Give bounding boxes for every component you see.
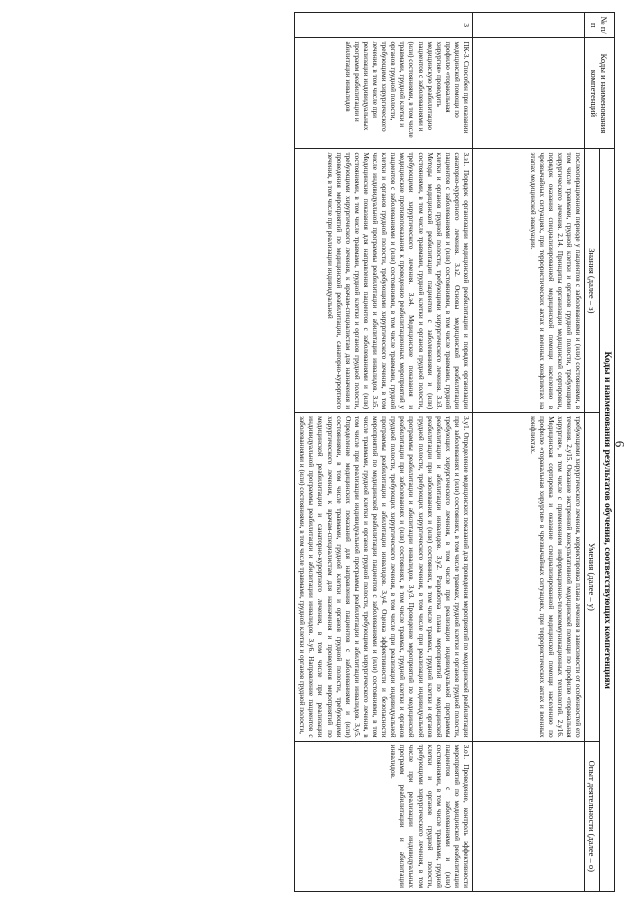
competence-table xyxy=(294,12,615,892)
cell-skills: 3.у1. Определение медицинских показаний для проведения мероприятий по медицинской реабилитации при заболеваниях и (или) состояниях, в том числе травмах, грудной клетки и органов грудной полости, требующих хирургического лечения, в том числе при реализации индивидуальной программы реабилитации и абилитации инвалидов. 3.у2. Разработка плана мероприятий по медицинской реабилитации при заболеваниях и (или) состояниях, в том числе травмах, грудной клетки и органов грудной полости, требующих хирургического лечения, в том числе при реализации индивидуальной программы реабилитации и абилитации инвалидов. 3.у3. Проведение мероприятий по медицинской реабилитации при заболеваниях и (или) состояниях, в том числе травмах, грудной клетки и органов грудной полости, требующих хирургического лечения, в том числе при реализации индивидуальной программы реабилитации и абилитации инвалидов. 3.у4. Оценка эффективности и безопасности мероприятий по медицинской реабилитации пациентов с заболеваниями и (или) состояниями, в том числе травмами, грудной клетки и органов грудной полости, требующими хирургического лечения, в том числе при реализации индивидуальной программы реабилитации и абилитации инвалидов. 3.у5. Определение медицинских показаний для направления пациентов с заболеваниями и (или) состояниями, в том числе травмами, грудной клетки и органов грудной полости, требующими хирургического лечения, к врачам-специалистам для назначения и проведения мероприятий по медицинской реабилитации и санаторно-курортного лечения, в том числе при реализации индивидуальной программы реабилитации и абилитации инвалидов. 3.у6. Направление пациентов с заболеваниями и (или) состояниями, в том числе травмами, грудной клетки и органов грудной полости, xyxy=(295,413,473,741)
header-knowledge: Знания (далее – з) xyxy=(585,149,600,413)
cell-experience xyxy=(473,741,585,891)
cell-num xyxy=(473,13,585,38)
table-row xyxy=(295,13,473,892)
rotated-page xyxy=(91,12,615,892)
cell-knowledge: 3.з1. Порядок организации медицинской реабилитации и порядок организации санаторно-курортного лечения. 3.з2. Основы медицинской реабилитации пациентов с заболеваниями и (или) состояниями, в том числе травмами, грудной клетки и органов грудной полости, требующими хирургического лечения. 3.з3. Методы медицинской реабилитации пациентов с заболеваниями и (или) состояниями, в том числе травмами, грудной клетки и органов грудной полости, требующими хирургического лечения. 3.з4. Медицинские показания и медицинские противопоказания к проведению реабилитационных мероприятий у пациентов с заболеваниями и (или) состояниями, в том числе травмами, грудной клетки и органов грудной полости, требующими хирургического лечения, в том числе индивидуальной программы реабилитации и абилитации инвалидов. 3.з5. Медицинские показания для направления пациентов с заболеваниями и (или) состояниями, в том числе травмами, грудной клетки и органов грудной полости, требующими хирургического лечения, к врачам-специалистам для назначения и проведения мероприятий по медицинской реабилитации, санаторно-курортного лечения, в том числе при реализации индивидуальной xyxy=(295,149,473,413)
cell-experience: 3.о1. Проведение, контроль эффективности мероприятий по медицинской реабилитации пациентов с заболеваниями и (или) состояниями, в том числе травмами, грудной клетки и органов грудной полости, требующими хирургического лечения, в том числе при реализации индивидуальных программ реабилитации и абилитации инвалидов. xyxy=(295,741,473,891)
cell-num: 3 xyxy=(295,13,473,38)
page-number: 6 xyxy=(611,440,627,448)
header-experience: Опыт деятельности (далее – о) xyxy=(585,741,600,891)
table-row xyxy=(473,13,585,892)
header-group-title: Коды и наименования результатов обучения, соответствующих компетенциям xyxy=(600,149,615,892)
header-num: № п/п xyxy=(585,13,615,38)
cell-skills: требующими хирургического лечения, корректировка плана лечения в зависимости от особенностей его течения. 2.у15. Оказание экстренной консультативной медицинской помощи по профилю «торакальная хирургия», в том числе с применением информационно-телекоммуникационных технологий. 2.у16. Медицинская сортировка и оказание специализированной медицинской помощи населению по профилю «торакальная хирургия» в чрезвычайных ситуациях, при террористических актах и военных конфликтах. xyxy=(473,413,585,741)
cell-knowledge: послеоперационном периоде у пациентов с заболеваниями и (или) состояниями, в том числе травмами, грудной клетки и органов грудной полости, требующими хирургического лечения. 2.14. Принципы организации медицинской сортировки, порядок оказания специализированной медицинской помощи населению в чрезвычайных ситуациях, при террористических актах и военных конфликтах на этапах медицинской эвакуации. xyxy=(473,149,585,413)
cell-competence xyxy=(473,38,585,149)
header-skills: Умения (далее – у) xyxy=(585,413,600,741)
cell-competence: ПК-3. Способен при оказании медицинской помощи по профилю «торакальная хирургия» проводить медицинскую реабилитацию пациентов с заболеваниями и (или) состояниями, в том числе травмами, грудной клетки и органов грудной полости, требующими хирургического лечения, в том числе при реализации индивидуальных программ реабилитации и абилитации инвалидов xyxy=(295,38,473,149)
header-competence: Коды и наименования компетенций xyxy=(585,38,615,149)
